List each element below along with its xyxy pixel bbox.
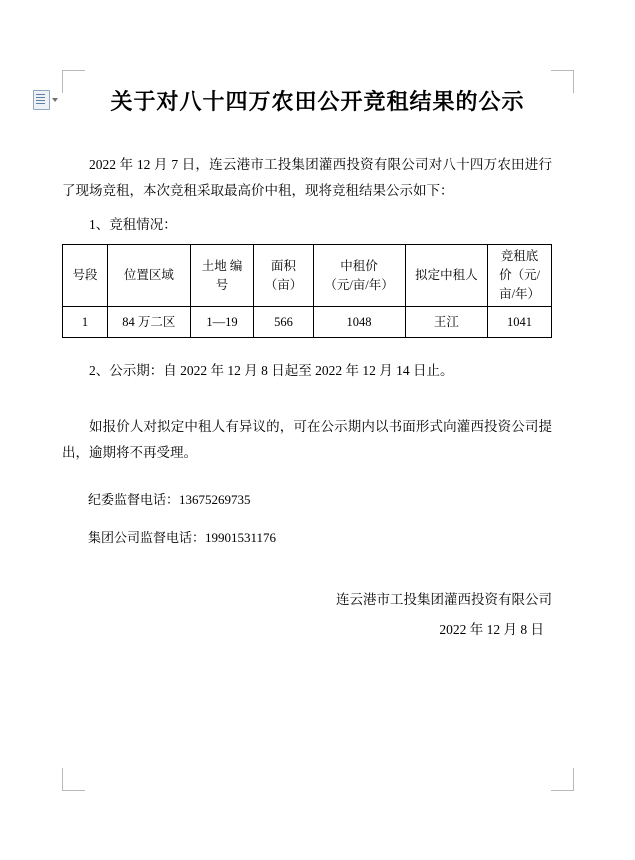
intro-paragraph: 2022 年 12 月 7 日，连云港市工投集团灌西投资有限公司对八十四万农田进行了现场竞租，本次竞租采取最高价中租，现将竞租结果公示如下： bbox=[62, 157, 552, 198]
table-header-row bbox=[63, 245, 552, 307]
table-header-cell: 拟定中租人 bbox=[405, 245, 488, 307]
table-header-cell: 位置区域 bbox=[108, 245, 191, 307]
table-cell-area: 84 万二区 bbox=[108, 307, 191, 338]
table-cell-number: 1 bbox=[63, 307, 108, 338]
signature-date: 2022 年 12 月 8 日 bbox=[439, 622, 544, 637]
document-body bbox=[62, 152, 552, 563]
table-header-cell: 中租价 （元/亩/年） bbox=[313, 245, 405, 307]
signature-block bbox=[62, 585, 552, 645]
section-2-paragraph: 2、公示期：自 2022 年 12 月 8 日起至 2022 年 12 月 14 日止。 bbox=[89, 363, 454, 378]
crop-mark-bottom-left bbox=[62, 768, 85, 791]
table-cell-winner: 王江 bbox=[405, 307, 488, 338]
table-cell-size: 566 bbox=[254, 307, 313, 338]
section-1-label: 1、竞租情况： bbox=[89, 217, 177, 232]
table-cell-base-price: 1041 bbox=[488, 307, 552, 338]
table-header-cell: 土地 编 号 bbox=[190, 245, 254, 307]
table-cell-land-code: 1—19 bbox=[190, 307, 254, 338]
table-header-cell: 竞租底 价（元/ 亩/年） bbox=[488, 245, 552, 307]
bid-result-table bbox=[62, 244, 552, 338]
table-row bbox=[63, 307, 552, 338]
discipline-phone: 纪委监督电话：13675269735 bbox=[88, 492, 251, 507]
group-phone: 集团公司监督电话：19901531176 bbox=[88, 530, 277, 545]
table-header-cell: 号段 bbox=[63, 245, 108, 307]
objection-paragraph: 如报价人对拟定中租人有异议的，可在公示期内以书面形式向灌西投资公司提出，逾期将不再受理。 bbox=[62, 419, 552, 460]
signer-name: 连云港市工投集团灌西投资有限公司 bbox=[336, 592, 552, 607]
table-header-cell: 面积 （亩） bbox=[254, 245, 313, 307]
page-title: 关于对八十四万农田公开竞租结果的公示 bbox=[110, 89, 525, 114]
table-cell-price: 1048 bbox=[313, 307, 405, 338]
crop-mark-bottom-right bbox=[551, 768, 574, 791]
